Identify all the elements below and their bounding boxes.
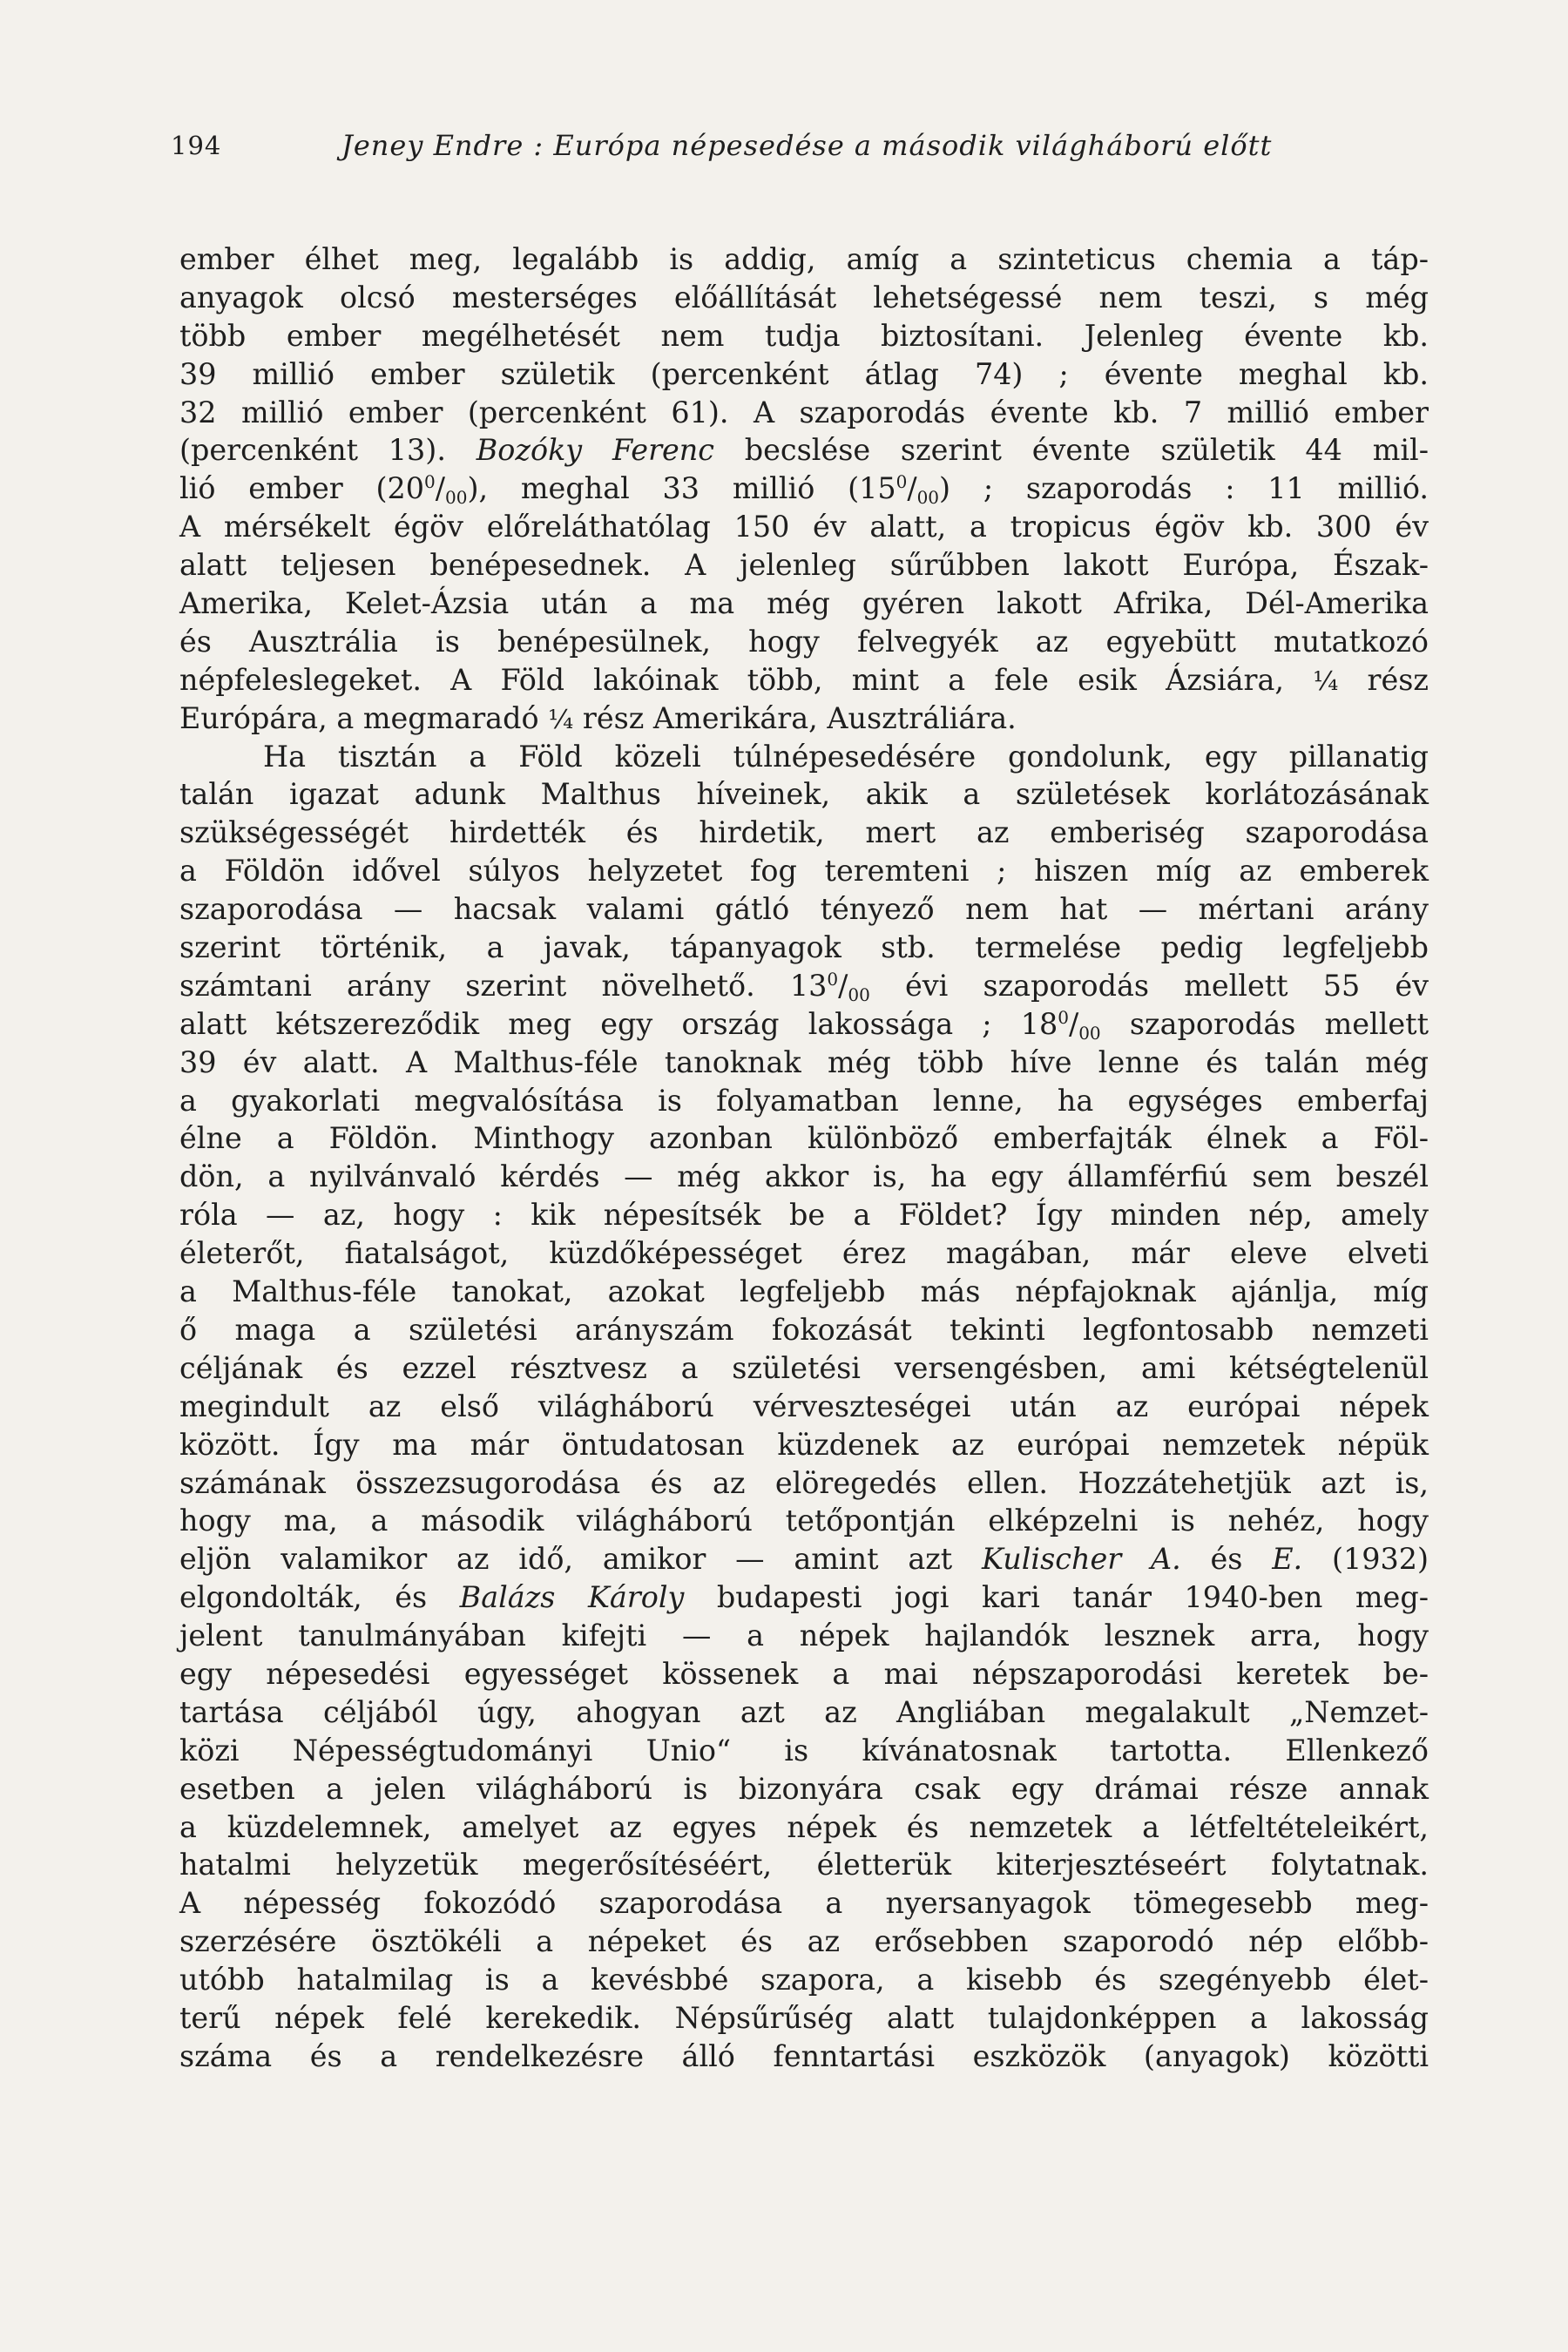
text-line: utóbb hatalmilag is a kevésbbé szapora, a kisebb és szegényebb élet- — [179, 1963, 1429, 1997]
italic-name: E. — [1272, 1542, 1303, 1577]
per-mille-sign: $^0/_{00}$ — [896, 471, 940, 509]
text-line: száma és a rendelkezésre álló fenntartási eszközök (anyagok) közötti — [179, 2038, 1429, 2073]
text-line: hatalmi helyzetük megerősítéséért, életterük kiterjesztéseért folytatnak. — [179, 1848, 1429, 1882]
text-line: számának összezsugorodása és az elöregedés ellen. Hozzátehetjük azt is, — [179, 1465, 1429, 1500]
quarter-fraction: ¼ — [1313, 666, 1339, 697]
text-line: ő maga a születési arányszám fokozását tekinti legfontosabb nemzeti — [179, 1312, 1429, 1347]
text-line: életerőt, fiatalságot, küzdőképességet érez magában, már eleve elveti — [179, 1236, 1429, 1271]
italic-name: Bozóky Ferenc — [476, 433, 714, 468]
text-line: közi Népességtudományi Unio“ is kívánatosnak tartotta. Ellenkező — [179, 1733, 1429, 1767]
text-line: jelent tanulmányában kifejti — a népek hajlandók lesznek arra, hogy — [179, 1619, 1429, 1653]
text-line: számtani arány szerint növelhető. $13^0/_{00}$ évi szaporodás mellett 55 év — [179, 968, 1429, 1005]
italic-name: Balázs Károly — [459, 1580, 685, 1615]
text-line: 32 millió ember (percenként 61). A szaporodás évente kb. 7 millió ember — [179, 395, 1429, 429]
text-line: 39 év alatt. A Malthus-féle tanoknak még több híve lenne és talán még — [179, 1044, 1429, 1079]
page-header — [171, 131, 1294, 174]
text-line: több ember megélhetését nem tudja biztosítani. Jelenleg évente kb. — [179, 318, 1429, 353]
running-title: Jeney Endre : Európa népesedése a második világháború előtt — [341, 129, 1273, 162]
text-line: Európára, a megmaradó ¼ rész Amerikára, Ausztráliára. — [179, 700, 1017, 735]
text-line: 39 millió ember születik (percenként átlag 74) ; évente meghal kb. — [179, 356, 1429, 391]
text-line: élne a Földön. Minthogy azonban különböző emberfajták élnek a Föl- — [179, 1121, 1429, 1156]
text-line: hogy ma, a második világháború tetőpontján elképzelni is nehéz, hogy — [179, 1504, 1429, 1538]
text-line: népfeleslegeket. A Föld lakóinak több, mint a fele esik Ázsiára, ¼ rész — [179, 662, 1429, 697]
per-mille-sign: $^0/_{00}$ — [827, 968, 870, 1005]
text-line: alatt teljesen benépesednek. A jelenleg sűrűbben lakott Európa, Észak- — [179, 548, 1429, 583]
italic-name: Kulischer A. — [982, 1542, 1181, 1577]
text-line: talán igazat adunk Malthus híveinek, akik a születések korlátozásának — [179, 777, 1429, 812]
text-line: esetben a jelen világháború is bizonyára csak egy drámai része annak — [179, 1771, 1429, 1806]
text-line: a Földön idővel súlyos helyzetet fog teremteni ; hiszen míg az emberek — [179, 854, 1429, 889]
text-line: tartása céljából úgy, ahogyan azt az Angliában megalakult „Nemzet- — [179, 1694, 1429, 1729]
text-line: ember élhet meg, legalább is addig, amíg a szinteticus chemia a táp- — [179, 242, 1429, 276]
text-line: szerint történik, a javak, tápanyagok stb. termelése pedig legfeljebb — [179, 930, 1429, 965]
page-number: 194 — [171, 131, 222, 160]
text-line: és Ausztrália is benépesülnek, hogy felvegyék az egyebütt mutatkozó — [179, 624, 1429, 659]
text-line: dön, a nyilvánvaló kérdés — még akkor is, ha egy államférfiú sem beszél — [179, 1159, 1429, 1194]
text-line: róla — az, hogy : kik népesítsék be a Földet? Így minden nép, amely — [179, 1198, 1429, 1233]
text-line: megindult az első világháború vérveszteségei után az európai népek — [179, 1389, 1429, 1423]
text-line: A mérsékelt égöv előreláthatólag 150 év alatt, a tropicus égöv kb. 300 év — [179, 510, 1429, 544]
text-line: szerzésére ösztökéli a népeket és az erősebben szaporodó nép előbb- — [179, 1924, 1429, 1959]
text-line: lió ember $(20^0/_{00})$, meghal 33 millió $(15^0/_{00})$ ; szaporodás : 11 millió. — [179, 471, 1429, 509]
text-line: terű népek felé kerekedik. Népsűrűség alatt tulajdonképpen a lakosság — [179, 2000, 1429, 2035]
text-line: A népesség fokozódó szaporodása a nyersanyagok tömegesebb meg- — [179, 1886, 1429, 1921]
text-line: szaporodása — hacsak valami gátló tényező nem hat — mértani arány — [179, 892, 1429, 927]
text-line: anyagok olcsó mesterséges előállítását lehetségessé nem teszi, s még — [179, 280, 1429, 314]
text-line: eljön valamikor az idő, amikor — amint azt Kulischer A. és E. (1932) — [179, 1542, 1429, 1577]
text-line: (percenként 13). Bozóky Ferenc becslése szerint évente születik 44 mil- — [179, 433, 1429, 468]
text-line: a gyakorlati megvalósítása is folyamatban lenne, ha egységes emberfaj — [179, 1083, 1429, 1118]
per-mille-sign: $^0/_{00}$ — [1058, 1006, 1101, 1044]
text-line: alatt kétszereződik meg egy ország lakossága ; $18^0/_{00}$ szaporodás mellett — [179, 1006, 1429, 1044]
body-text — [179, 240, 1429, 2076]
text-line: Ha tisztán a Föld közeli túlnépesedésére gondolunk, egy pillanatig — [263, 739, 1429, 774]
text-line: a küzdelemnek, amelyet az egyes népek és nemzetek a létfeltételeikért, — [179, 1809, 1429, 1844]
text-line: egy népesedési egyességet kössenek a mai népszaporodási keretek be- — [179, 1656, 1429, 1691]
per-mille-sign: $^0/_{00}$ — [424, 471, 468, 509]
text-line: elgondolták, és Balázs Károly budapesti jogi kari tanár 1940-ben meg- — [179, 1580, 1429, 1615]
text-line: között. Így ma már öntudatosan küzdenek az európai nemzetek népük — [179, 1427, 1429, 1462]
quarter-fraction: ¼ — [548, 704, 574, 735]
text-line: szükségességét hirdették és hirdetik, mert az emberiség szaporodása — [179, 815, 1429, 850]
text-line: céljának és ezzel résztvesz a születési versengésben, ami kétségtelenül — [179, 1350, 1429, 1385]
text-line: a Malthus-féle tanokat, azokat legfeljebb más népfajoknak ajánlja, míg — [179, 1274, 1429, 1309]
text-line: Amerika, Kelet-Ázsia után a ma még gyéren lakott Afrika, Dél-Amerika — [179, 586, 1429, 621]
